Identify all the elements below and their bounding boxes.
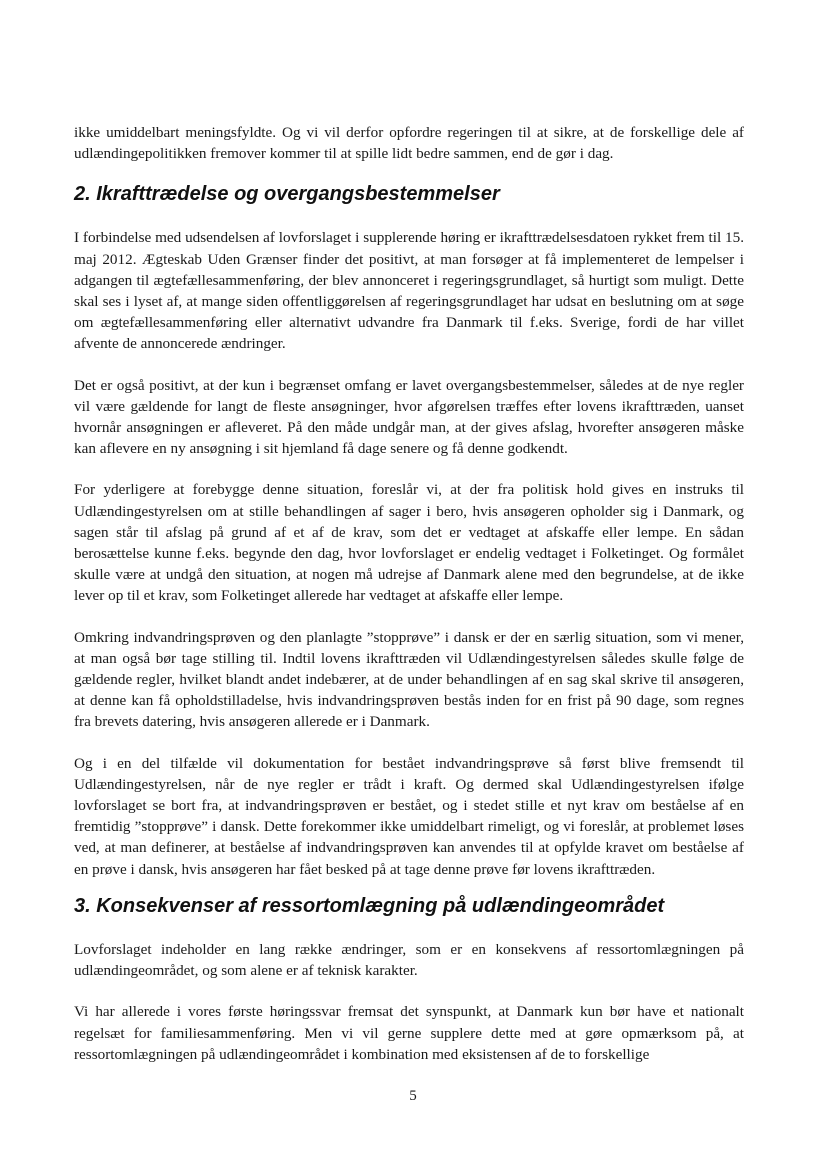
paragraph: Og i en del tilfælde vil dokumentation for bestået indvandringsprøve så først blive fremsendt til Udlændingestyrelsen, når de nye regler er trådt i kraft. Og dermed skal Udlændingestyrelsen ifølge lovforslaget se bort fra, at indvandringsprøven er bestået, og i stedet stille et nyt krav om beståelse af en fremtidig ”stopprøve” i dansk. Dette forekommer ikke umiddelbart rimeligt, og vi foreslår, at problemet løses ved, at man definerer, at beståelse af indvandringsprøven kan anvendes til at opfylde kravet om beståelse af en prøve i dansk, hvis ansøgeren har fået besked på at tage denne prøve før lovens ikrafttræden.: [74, 754, 744, 878]
page-number: 5: [409, 1088, 417, 1104]
section-heading-2: 2. Ikrafttrædelse og overgangsbestemmelser: [74, 183, 500, 206]
document-page: [74, 122, 744, 1065]
paragraph: Omkring indvandringsprøven og den planlagte ”stopprøve” i dansk er der en særlig situation, som vi mener, at man også bør tage stilling til. Indtil lovens ikrafttræden vil Udlændingestyrelsen således skulle følge de gældende regler, hvilket blandt andet indebærer, at de under behandlingen af en sag skal skrive til ansøgeren, at denne kan få opholdstilladelse, hvis indvandringsprøven bestås inden for en frist på 90 dage, som regnes fra brevets datering, hvis ansøgeren allerede er i Danmark.: [74, 628, 744, 731]
paragraph: Lovforslaget indeholder en lang række ændringer, som er en konsekvens af ressortomlægningen på udlændingeområdet, og som alene er af teknisk karakter.: [74, 940, 744, 980]
paragraph: I forbindelse med udsendelsen af lovforslaget i supplerende høring er ikrafttrædelsesdatoen rykket frem til 15. maj 2012. Ægteskab Uden Grænser finder det positivt, at man forsøger at få implementeret de lempelser i adgangen til ægtefællesammenføring, der blev annonceret i regeringsgrundlaget, så hurtigt som muligt. Dette skal ses i lyset af, at mange siden offentliggørelsen af regeringsgrundlaget har udsat en beslutning om at søge om ægtefællesammenføring eller alternativt udvandre fra Danmark til f.eks. Sverige, fordi de har villet afvente de annoncerede ændringer.: [74, 229, 744, 353]
paragraph: Det er også positivt, at der kun i begrænset omfang er lavet overgangsbestemmelser, således at de nye regler vil være gældende for langt de fleste ansøgninger, hvor afgørelsen træffes efter lovens ikrafttræden, uanset hvornår ansøgningen er afleveret. På den måde undgår man, at der gives afslag, hvorefter ansøgeren måske kan aflevere en ny ansøgning i sit hjemland få dage senere og få denne godkendt.: [74, 376, 744, 458]
paragraph: Vi har allerede i vores første høringssvar fremsat det synspunkt, at Danmark kun bør have et nationalt regelsæt for familiesammenføring. Men vi vil gerne supplere dette med at gøre opmærksom på, at ressortomlægningen på udlændingeområdet i kombination med eksistensen af de to forskellige: [74, 1003, 744, 1063]
paragraph: ikke umiddelbart meningsfyldte. Og vi vil derfor opfordre regeringen til at sikre, at de forskellige dele af udlændingepolitikken fremover kommer til at spille lidt bedre sammen, end de gør i dag.: [74, 124, 744, 163]
section-heading-3: 3. Konsekvenser af ressortomlægning på udlændingeområdet: [74, 894, 665, 917]
paragraph: For yderligere at forebygge denne situation, foreslår vi, at der fra politisk hold gives en instruks til Udlændingestyrelsen om at stille behandlingen af sager i bero, hvis ansøgeren opholder sig i Danmark, og sagen står til afslag på grund af et af de krav, som det er vedtaget at afskaffe eller lempe. En sådan berosættelse kunne f.eks. begynde den dag, hvor lovforslaget er endelig vedtaget i Folketinget. Og formålet skulle være at undgå den situation, at nogen må udrejse af Danmark alene med den begrundelse, at de ikke lever op til et krav, som Folketinget allerede har vedtaget at afskaffe eller lempe.: [74, 481, 744, 605]
